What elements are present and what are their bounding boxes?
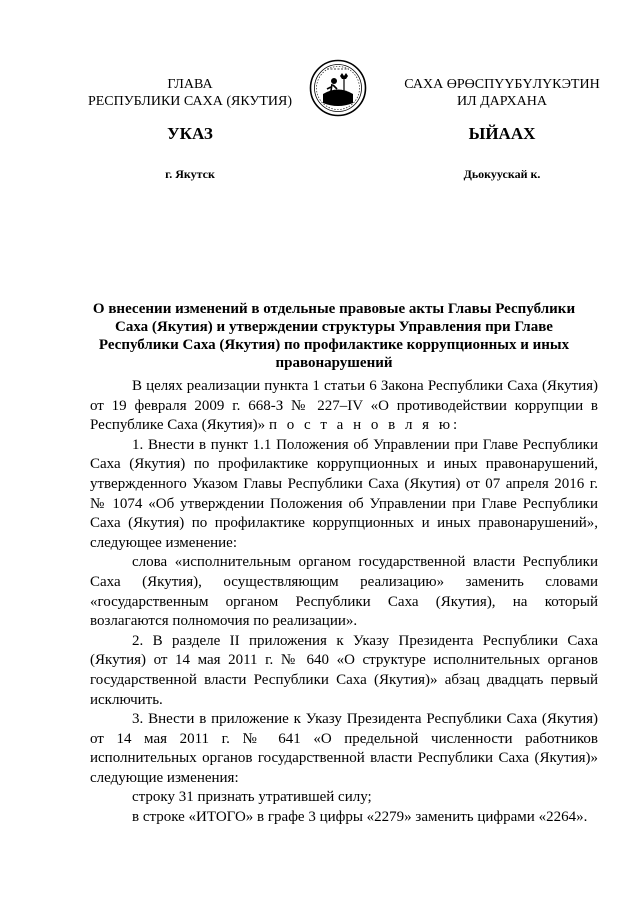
coat-of-arms-emblem-icon <box>309 59 367 117</box>
preamble-text: В целях реализации пункта 1 статьи 6 Закона Республики Саха (Якутия) от 19 февраля 2009 г. 668-З № 227–IV «О противодействии коррупции в Республике Саха (Якутия)» <box>90 378 598 434</box>
header-left <box>80 76 300 110</box>
header-left-line2: РЕСПУБЛИКИ САХА (ЯКУТИЯ) <box>87 94 293 109</box>
city-sah: Дьокуускай к. <box>463 167 541 181</box>
document-title: О внесении изменений в отдельные правовые акты Главы Республики Саха (Якутия) и утверждении структуры Управления при Главе Республики Саха (Якутия) по профилактике коррупционных и иных правонарушений <box>92 301 576 371</box>
paragraph-3-item-a: строку 31 признать утратившей силу; <box>132 789 372 806</box>
paragraph-2: 2. В разделе II приложения к Указу Президента Республики Саха (Якутия) от 14 мая 2011 г. № 640 «О структуре исполнительных органов государственной власти Республики Саха (Якутия)» абзац двадцать первый исключить. <box>90 632 598 708</box>
header-left-line1: ГЛАВА <box>167 77 213 92</box>
header-right-line2: ИЛ ДАРХАНА <box>456 94 547 109</box>
paragraph-1: 1. Внести в пункт 1.1 Положения об Управлении при Главе Республики Саха (Якутия) по профилактике коррупционных и иных правонарушений, утвержденного Указом Главы Республики Саха (Якутия) от 07 апреля 2016 г. № 1074 «Об утверждении Положения об Управлении при Главе Республики Саха (Якутия) по профилактике коррупционных и иных правонарушений», следующее изменение: <box>90 436 598 551</box>
preamble-decree-word: п о с т а н о в л я ю: <box>268 417 461 434</box>
paragraph-1-subclause: слова «исполнительным органом государственной власти Республики Саха (Якутия), осуществляющим реализацию» заменить словами «государственным органом Республики Саха (Якутия), на который возлагаются полномочия по реализации». <box>90 554 598 630</box>
document-body <box>90 377 598 828</box>
header-right <box>392 76 612 110</box>
paragraph-3: 3. Внести в приложение к Указу Президента Республики Саха (Якутия) от 14 мая 2011 г. № 641 «О предельной численности работников исполнительных органов государственной власти Республики Саха (Якутия)» следующие изменения: <box>90 711 598 786</box>
decree-title-ru: УКАЗ <box>167 124 213 143</box>
header-right-line1: САХА ӨРӨСПҮҮБҮЛҮКЭТИН <box>404 77 600 92</box>
decree-title-sah: ЫЙААХ <box>468 124 536 143</box>
preamble-paragraph <box>90 377 598 436</box>
paragraph-3-item-b: в строке «ИТОГО» в графе 3 цифры «2279» заменить цифрами «2264». <box>132 809 588 826</box>
city-ru: г. Якутск <box>165 167 215 181</box>
